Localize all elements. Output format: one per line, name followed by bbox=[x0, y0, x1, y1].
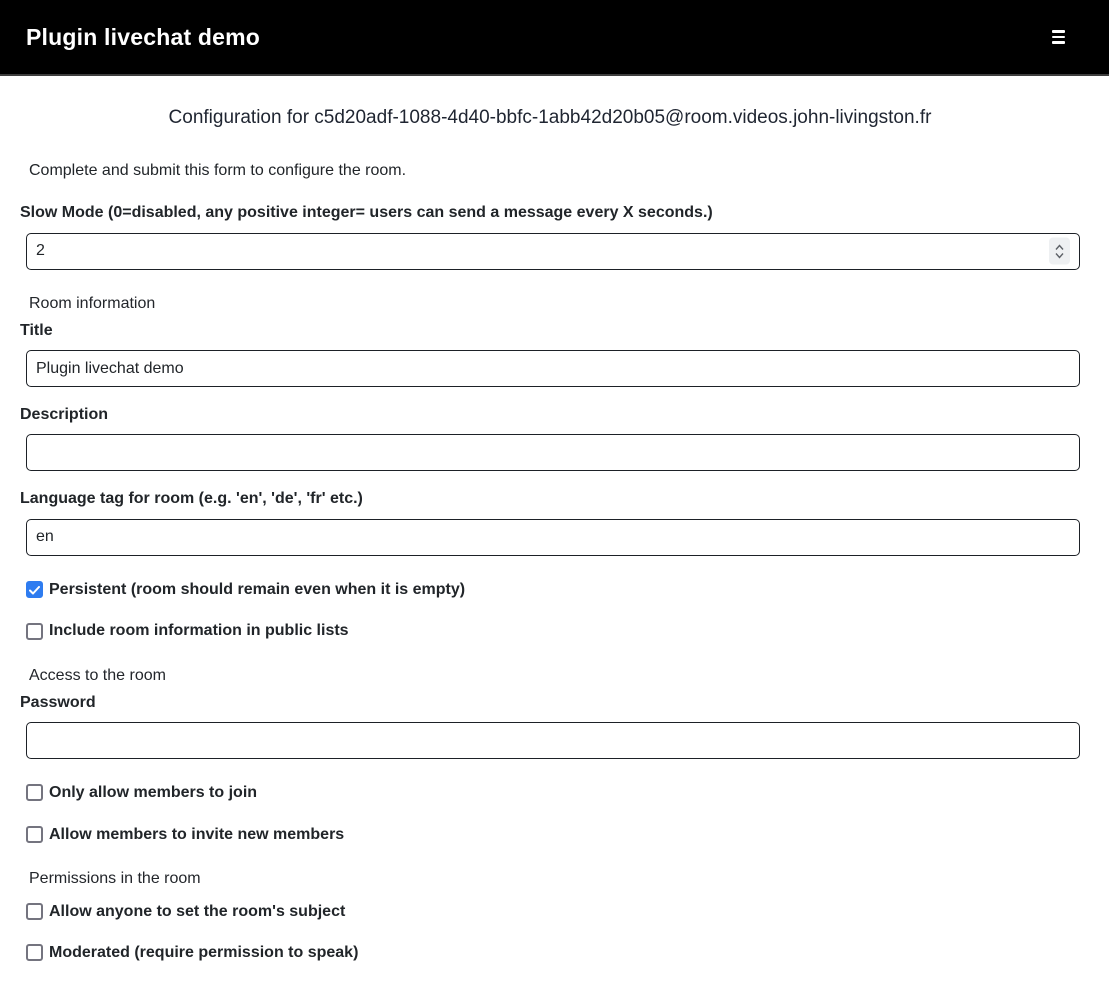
checkbox-label: Allow members to invite new members bbox=[49, 825, 345, 843]
checkbox-label: Moderated (require permission to speak) bbox=[49, 944, 359, 962]
number-spinner[interactable] bbox=[1049, 238, 1070, 265]
checkbox-members-invite[interactable] bbox=[26, 826, 43, 843]
spinner-up-icon[interactable] bbox=[1055, 244, 1064, 250]
title-label: Title bbox=[20, 322, 53, 340]
checkbox-persistent[interactable] bbox=[26, 581, 43, 598]
password-label: Password bbox=[20, 694, 96, 711]
checkbox-label: Include room information in public lists bbox=[49, 622, 349, 640]
spinner-down-icon[interactable] bbox=[1055, 252, 1064, 258]
menu-button[interactable] bbox=[1050, 26, 1067, 48]
description-label: Description bbox=[20, 406, 109, 424]
checkbox-moderated[interactable] bbox=[26, 944, 43, 961]
checkbox-row-members-invite[interactable] bbox=[26, 826, 1080, 844]
checkbox-row-moderated[interactable] bbox=[26, 944, 1080, 962]
checkbox-label: Allow anyone to set the room's subject bbox=[49, 902, 346, 920]
section-room-information: Room information bbox=[29, 294, 156, 312]
password-input[interactable] bbox=[26, 722, 1080, 759]
form-instructions: Complete and submit this form to configure the room. bbox=[29, 161, 407, 179]
room-configuration-form bbox=[0, 106, 1109, 992]
app-header bbox=[0, 0, 1109, 76]
page-title: Configuration for c5d20adf-1088-4d40-bbfc-1abb42d20b05@room.videos.john-livingston.fr bbox=[168, 107, 932, 128]
section-access: Access to the room bbox=[29, 666, 166, 684]
slow-mode-label: Slow Mode (0=disabled, any positive integer= users can send a message every X seconds.) bbox=[20, 203, 713, 221]
checkbox-members-only[interactable] bbox=[26, 784, 43, 801]
checkbox-row-subject[interactable] bbox=[26, 903, 1080, 921]
title-input[interactable] bbox=[26, 350, 1080, 387]
checkbox-row-public-lists[interactable] bbox=[26, 622, 1080, 640]
section-permissions: Permissions in the room bbox=[29, 870, 201, 888]
language-input[interactable] bbox=[26, 519, 1080, 556]
checkbox-row-members-only[interactable] bbox=[26, 784, 1080, 802]
checkmark-icon bbox=[29, 586, 40, 595]
language-label: Language tag for room (e.g. 'en', 'de', 'fr' etc.) bbox=[20, 490, 363, 508]
checkbox-label: Only allow members to join bbox=[49, 784, 258, 802]
app-title: Plugin livechat demo bbox=[26, 23, 261, 50]
checkbox-public-lists[interactable] bbox=[26, 623, 43, 640]
description-input[interactable] bbox=[26, 434, 1080, 471]
hamburger-icon bbox=[1052, 30, 1065, 44]
slow-mode-input[interactable] bbox=[26, 233, 1080, 270]
checkbox-label: Persistent (room should remain even when it is empty) bbox=[49, 580, 466, 598]
checkbox-row-persistent[interactable] bbox=[26, 581, 1080, 599]
checkbox-subject[interactable] bbox=[26, 903, 43, 920]
